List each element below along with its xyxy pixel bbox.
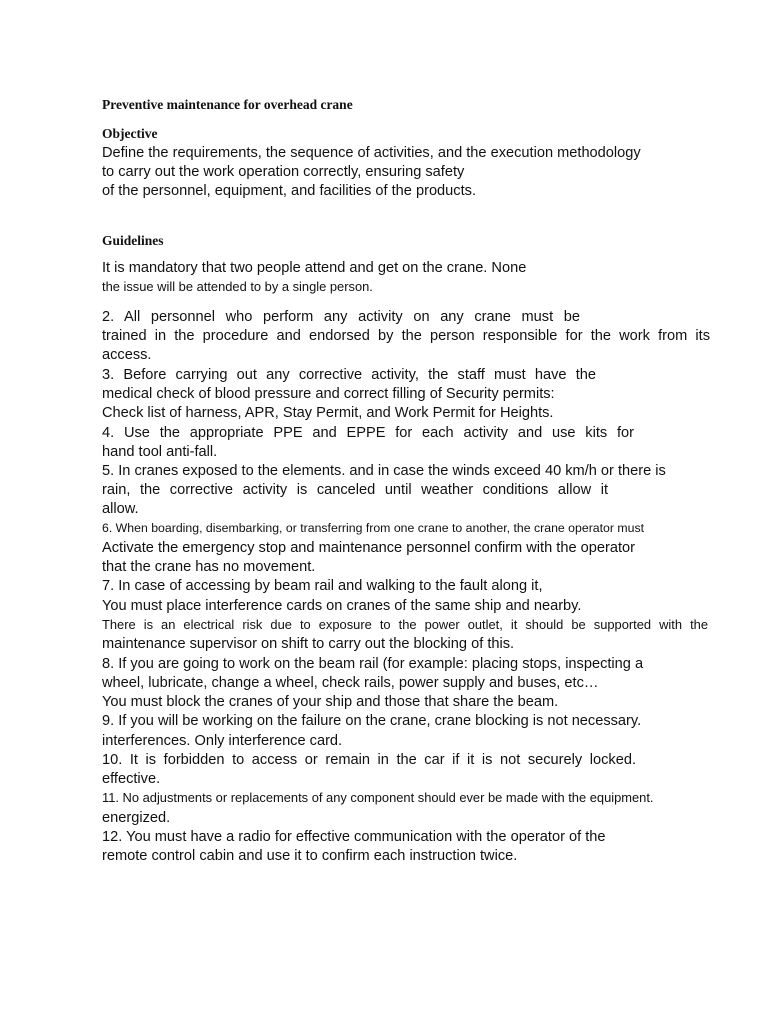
objective-line: to carry out the work operation correctly, ensuring safety — [102, 164, 465, 180]
document-title: Preventive maintenance for overhead crane — [102, 97, 353, 112]
guideline-line: effective. — [102, 771, 161, 787]
guideline-line: 9. If you will be working on the failure on the crane, crane blocking is not necessary. — [102, 713, 642, 729]
guideline-line: 6. When boarding, disembarking, or transferring from one crane to another, the crane operator must — [102, 521, 645, 535]
guideline-line: allow. — [102, 501, 139, 517]
guideline-line: It is mandatory that two people attend and get on the crane. None — [102, 260, 527, 276]
objective-line: of the personnel, equipment, and facilities of the products. — [102, 183, 476, 199]
guideline-line: Check list of harness, APR, Stay Permit, and Work Permit for Heights. — [102, 405, 554, 421]
guideline-line: that the crane has no movement. — [102, 559, 316, 575]
objective-line: Define the requirements, the sequence of activities, and the execution methodology — [102, 145, 641, 161]
guideline-line: You must place interference cards on cranes of the same ship and nearby. — [102, 598, 582, 614]
guideline-line: 4. Use the appropriate PPE and EPPE for each activity and use kits for — [102, 425, 634, 441]
guideline-line: 7. In case of accessing by beam rail and walking to the fault along it, — [102, 578, 543, 594]
guideline-line: 11. No adjustments or replacements of any component should ever be made with the equipment. — [102, 790, 654, 805]
objective-heading: Objective — [102, 126, 158, 141]
guideline-line: remote control cabin and use it to confirm each instruction twice. — [102, 848, 518, 864]
guideline-line: You must block the cranes of your ship and those that share the beam. — [102, 694, 559, 710]
guideline-line: Activate the emergency stop and maintenance personnel confirm with the operator — [102, 540, 635, 556]
guideline-line: 2. All personnel who perform any activity on any crane must be — [102, 309, 580, 325]
guideline-line: 10. It is forbidden to access or remain in the car if it is not securely locked. — [102, 752, 636, 768]
guideline-line: hand tool anti-fall. — [102, 444, 218, 460]
guideline-line: trained in the procedure and endorsed by the person responsible for the work from its — [102, 328, 710, 344]
guideline-line: the issue will be attended to by a single person. — [102, 279, 373, 294]
guideline-line: medical check of blood pressure and correct filling of Security permits: — [102, 386, 555, 402]
guideline-line: 5. In cranes exposed to the elements. and in case the winds exceed 40 km/h or there is — [102, 463, 666, 479]
guideline-line: energized. — [102, 810, 171, 826]
guideline-line: There is an electrical risk due to exposure to the power outlet, it should be supported with the — [102, 617, 708, 632]
guideline-line: maintenance supervisor on shift to carry out the blocking of this. — [102, 636, 515, 652]
guideline-line: 3. Before carrying out any corrective activity, the staff must have the — [102, 367, 596, 383]
guideline-line: rain, the corrective activity is canceled until weather conditions allow it — [102, 482, 608, 498]
guideline-line: access. — [102, 347, 152, 363]
guideline-line: wheel, lubricate, change a wheel, check rails, power supply and buses, etc… — [102, 675, 599, 691]
guideline-line: 12. You must have a radio for effective communication with the operator of the — [102, 829, 606, 845]
guideline-line: 8. If you are going to work on the beam rail (for example: placing stops, inspecting a — [102, 656, 644, 672]
guideline-line: interferences. Only interference card. — [102, 733, 343, 749]
guidelines-heading: Guidelines — [102, 233, 164, 248]
